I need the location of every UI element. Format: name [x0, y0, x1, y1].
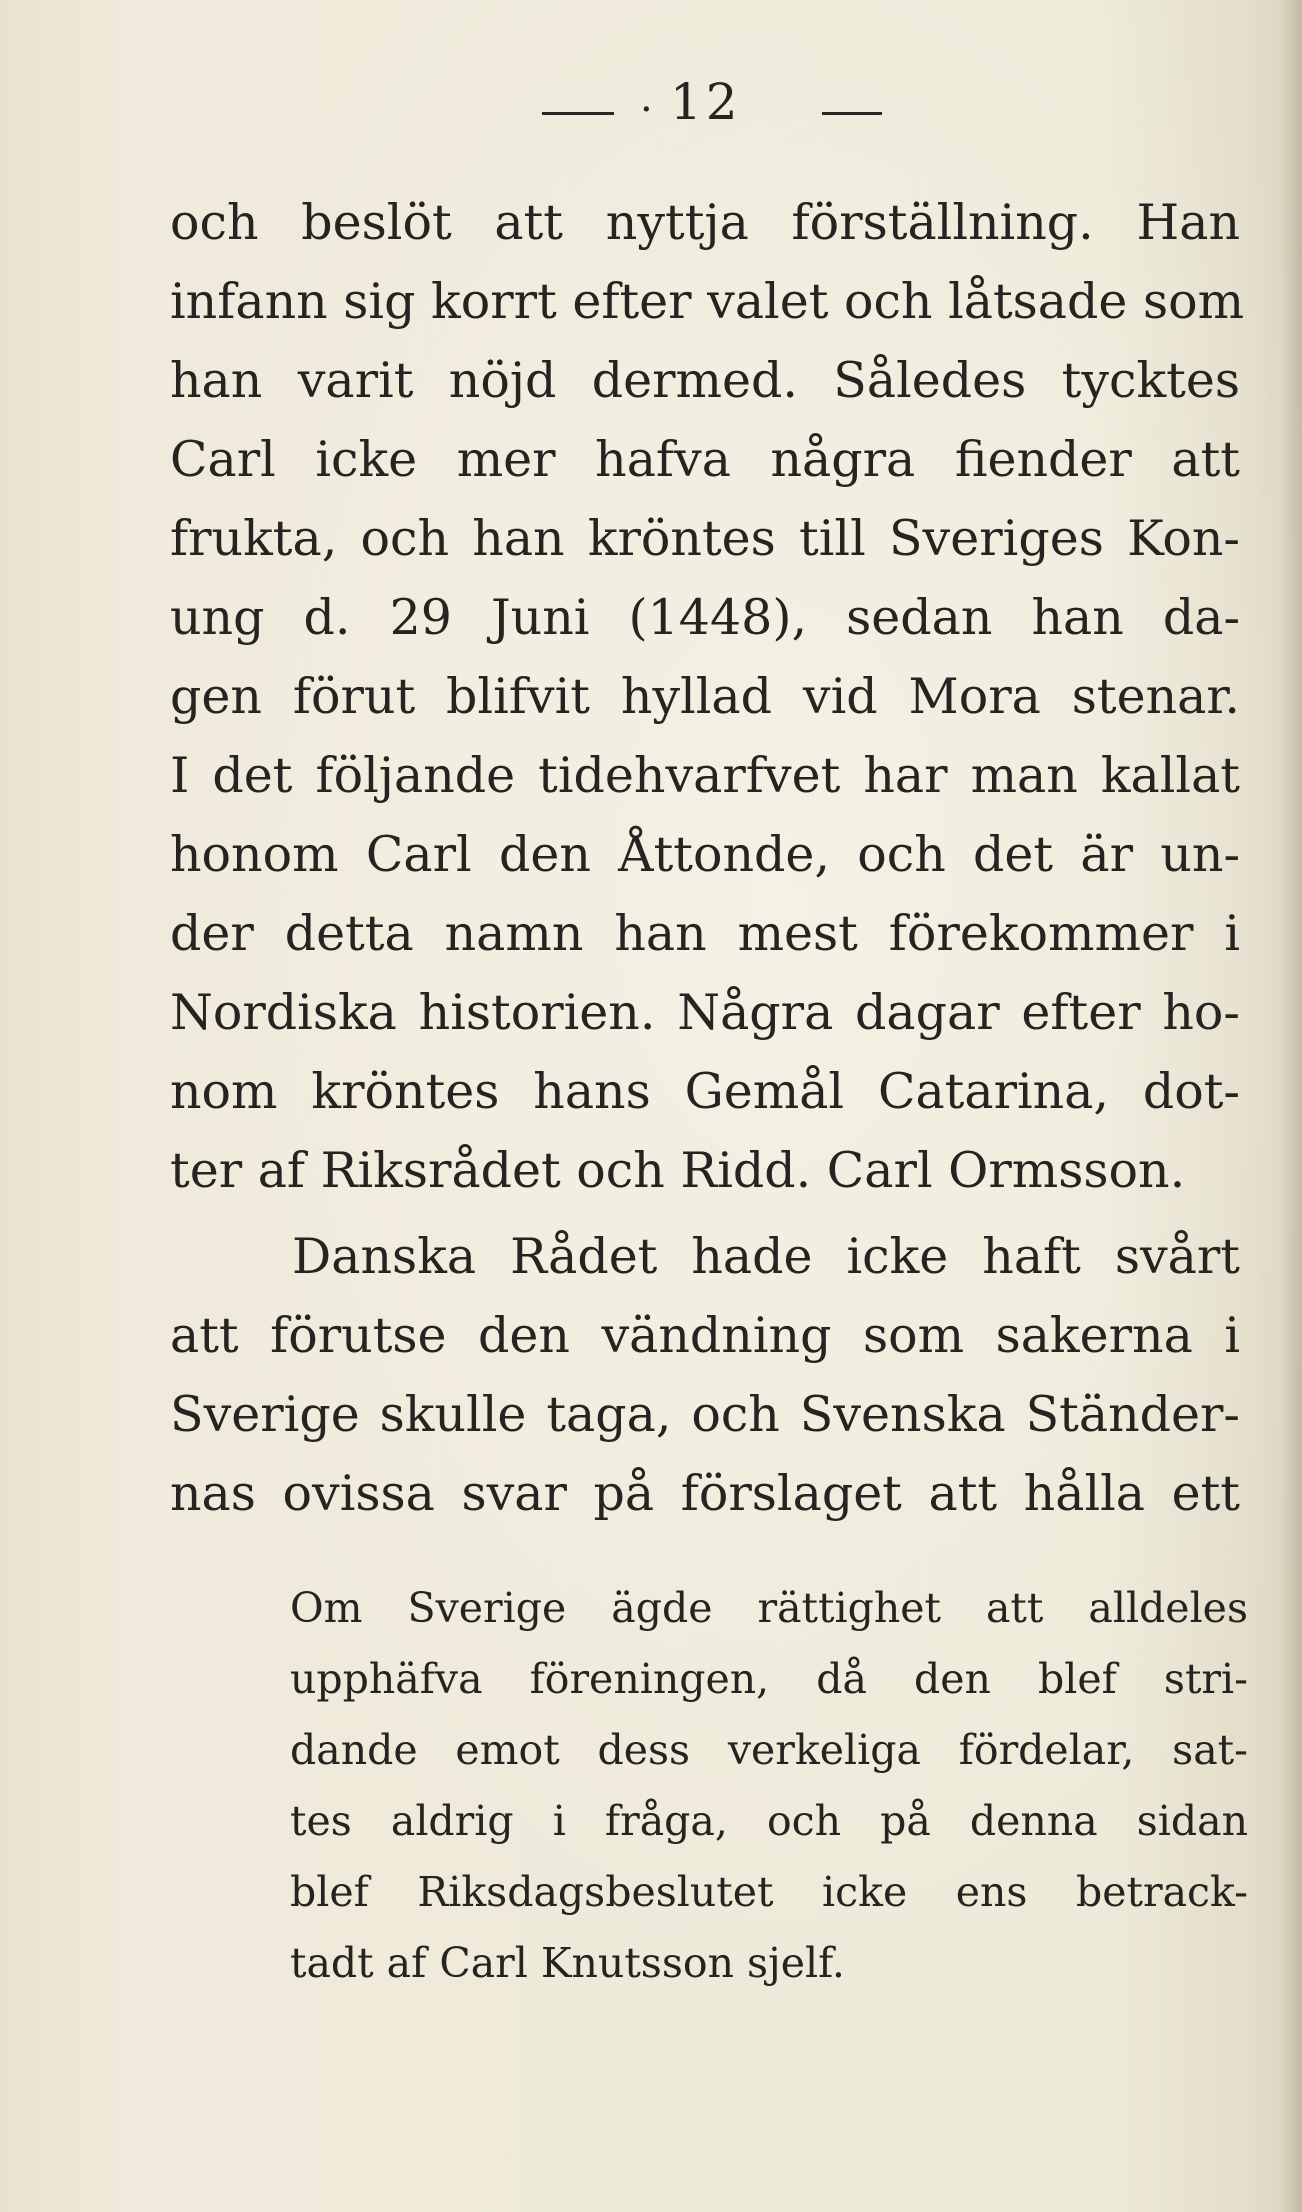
text-line: nas ovissa svar på förslaget att hålla ett: [170, 1465, 1240, 1522]
page-number: 12: [670, 73, 742, 131]
text-line: Danska Rådet hade icke haft svårt: [292, 1228, 1240, 1285]
footnote-line: tadt af Carl Knutsson sjelf.: [290, 1939, 845, 1987]
text-line: Sverige skulle taga, och Svenska Ständer-: [170, 1386, 1240, 1443]
footnote-line: tes aldrig i fråga, och på denna sidan: [290, 1797, 1248, 1845]
text-line: frukta, och han kröntes till Sveriges Kon-: [170, 510, 1240, 567]
text-line: gen förut blifvit hyllad vid Mora stenar.: [170, 668, 1240, 725]
text-line: I det följande tidehvarfvet har man kallat: [170, 747, 1240, 804]
header-rule-right: [822, 112, 882, 115]
page-header: [0, 72, 1302, 132]
text-line: ter af Riksrådet och Ridd. Carl Ormsson.: [170, 1142, 1186, 1199]
text-line: Nordiska historien. Några dagar efter ho-: [170, 984, 1240, 1041]
text-line: honom Carl den Åttonde, och det är un-: [170, 826, 1240, 883]
page-edge-shadow: [1280, 0, 1302, 2212]
text-line: infann sig korrt efter valet och låtsade som: [170, 273, 1245, 330]
text-line: der detta namn han mest förekommer i: [170, 905, 1240, 962]
footnote-line: Om Sverige ägde rättighet att alldeles: [290, 1584, 1248, 1632]
text-line: och beslöt att nyttja förställning. Han: [170, 194, 1240, 251]
text-line: nom kröntes hans Gemål Catarina, dot-: [170, 1063, 1240, 1120]
footnote-line: blef Riksdagsbeslutet icke ens betrack-: [290, 1868, 1248, 1916]
text-line: ung d. 29 Juni (1448), sedan han da-: [170, 589, 1240, 646]
footnote-line: dande emot dess verkeliga fördelar, sat-: [290, 1726, 1248, 1774]
header-rule-left: [542, 112, 614, 115]
footnote-line: upphäfva föreningen, då den blef stri-: [290, 1655, 1248, 1703]
text-line: Carl icke mer hafva några fiender att: [170, 431, 1240, 488]
header-dot: ·: [640, 87, 653, 133]
text-line: han varit nöjd dermed. Således tycktes: [170, 352, 1240, 409]
text-line: att förutse den vändning som sakerna i: [170, 1307, 1240, 1364]
